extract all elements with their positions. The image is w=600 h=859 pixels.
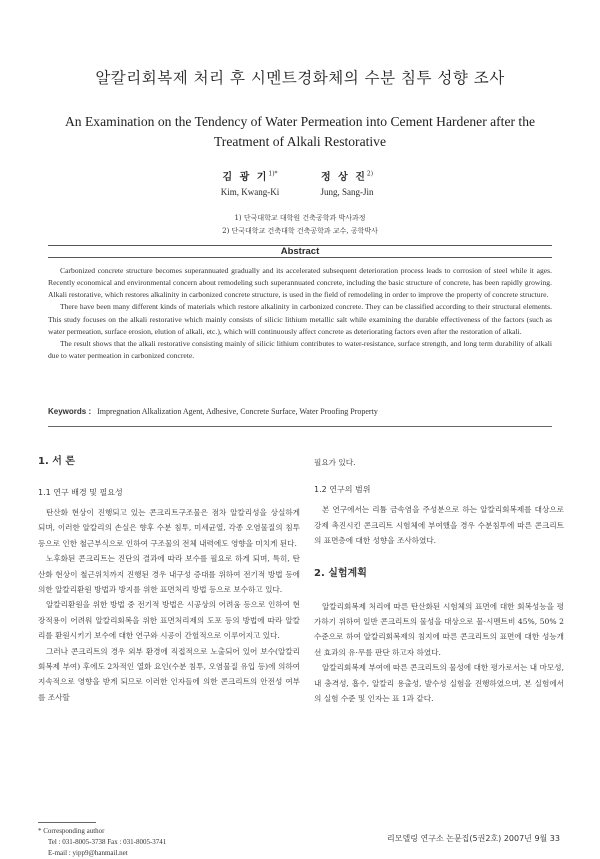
left-column bbox=[38, 455, 300, 705]
authors-block bbox=[0, 168, 600, 202]
affiliation-2: 2) 단국대학교 건축대학 건축공학과 교수, 공학박사 bbox=[222, 227, 378, 235]
section-1-heading: 1. 서 론 bbox=[38, 456, 76, 467]
body-paragraph: 노후화된 콘크리트는 진단의 결과에 따라 보수를 필요로 하게 되며, 특히, 탄산화 현상이 철근위치까지 진행된 경우 내구성 증대를 위하여 전기적 방법 등에 의한 알칼리환원 방법과 방지를 위한 표면처리 방법 등으로 보수하고 있다. bbox=[38, 554, 300, 595]
body-paragraph-continued: 필요가 있다. bbox=[314, 458, 356, 467]
keywords-line bbox=[48, 407, 552, 416]
keywords-divider bbox=[48, 426, 552, 427]
author-1-name-ko: 김 광 기 bbox=[222, 172, 269, 183]
abstract-paragraph: The result shows that the alkali restorative consisting mainly of silicic lithium contributes to water-resistance, surface strength, and long term durability of alkali due to water permeation in carbonized concrete. bbox=[48, 338, 552, 361]
author-2-mark: 2) bbox=[366, 170, 374, 178]
corresponding-author-note bbox=[38, 826, 288, 859]
section-2-heading: 2. 실험계획 bbox=[314, 567, 367, 579]
title-english: An Examination on the Tendency of Water Permeation into Cement Hardener after the Treatment of Alkali Restorative bbox=[64, 114, 536, 149]
abstract-paragraph: There have been many different kinds of materials which restore alkalinity in carbonized concrete. They can be classified according to their structural elements. This study focuses on the alkali restorative which mainly consists of silicic lithium metallic salt while examining the durable effectiveness of the factors (such as water permeation, surface erosion, elution of alkali, etc.), which will continuously affect concrete as deteriorating factors even after the restoration of alkali. bbox=[48, 302, 552, 336]
corresponding-phone: Tel : 031-8005-3738 Fax : 031-8005-3741 bbox=[48, 838, 167, 846]
abstract-body bbox=[48, 265, 552, 362]
affiliation-1: 1) 단국대학교 대학원 건축공학과 박사과정 bbox=[234, 214, 366, 222]
corresponding-label: * Corresponding author bbox=[38, 827, 105, 835]
corresponding-email: E-mail : yipp9@hanmail.net bbox=[48, 849, 128, 857]
author-2-name-ko: 정 상 진 bbox=[320, 172, 367, 183]
abstract-paragraph: Carbonized concrete structure becomes superannuated gradually and its accelerated subsequent deterioration process leads to corrosion of steel while it ages. Recently economical and environmental concern about remodeling such superannuated concrete, including the basic structure of concrete, has been rapidly growing. Alkali restorative, which restores alkalinity in carbonized concrete structure, is used in the field of remodeling in order to improve the property of concrete structure. bbox=[48, 266, 552, 300]
keywords-text: Impregnation Alkalization Agent, Adhesive, Concrete Surface, Water Proofing Property bbox=[97, 407, 378, 416]
body-paragraph: 알칼리회복제 부여에 따른 콘크리트의 물성에 대한 평가로서는 내 마모성, 내 충격성, 흡수, 알칼리 용출성, 발수성 실험을 진행하였으며, 본 실험에서의 실험 수준 및 인자는 표 1과 같다. bbox=[314, 663, 564, 704]
footnote-divider bbox=[38, 822, 96, 823]
body-paragraph: 탄산화 현상이 진행되고 있는 콘크리트구조물은 점차 알칼리성을 상실하게 되며, 이러한 알칼리의 손실은 향후 수분 침투, 미세균열, 각종 오염물질의 침투 등으로 인한 철근부식으로 인하여 구조물의 전체 내력에도 영향을 미치게 된다. bbox=[38, 508, 300, 548]
section-1-1-heading: 1.1 연구 배경 및 필요성 bbox=[38, 488, 123, 497]
body-paragraph: 그러나 콘크리트의 경우 외부 환경에 직접적으로 노출되어 있어 보수(알칼리회복제 부여) 후에도 2차적인 열화 요인(수분 침투, 오염물질 유입 등)에 의하여 지속적으로 영향을 받게 되므로 이러한 인자들에 의한 콘크리트의 안전성 여부를 조사할 bbox=[38, 646, 300, 702]
scope-paragraph: 본 연구에서는 리튬 금속염을 주성분으로 하는 알칼리회복제를 대상으로 강제 촉진시킨 콘크리트 시험체에 부여했을 경우 수분침투에 따른 콘크리트의 표면층에 대한 성향을 조사하였다. bbox=[314, 505, 564, 546]
author-1-mark: 1)* bbox=[268, 170, 278, 178]
right-column bbox=[314, 455, 564, 706]
page-footer: 리모델링 연구소 논문집(5권2호) 2007년 9월 33 bbox=[387, 834, 560, 843]
author-2-name-en: Jung, Sang-Jin bbox=[320, 187, 374, 197]
title-korean: 알칼리회복제 처리 후 시멘트경화체의 수분 침투 성향 조사 bbox=[95, 69, 505, 87]
author-1 bbox=[200, 168, 300, 197]
author-1-name-en: Kim, Kwang-Ki bbox=[220, 187, 280, 197]
body-paragraph: 알칼리환원을 위한 방법 중 전기적 방법은 시공상의 어려움 등으로 인하여 현장적용이 어려워 알칼리회복을 위한 표면처리제의 도포 등의 방법에 따라 알칼리를 환원시키기 보수에 대한 연구와 시공이 간헐적으로 이루어지고 있다. bbox=[38, 600, 300, 641]
body-paragraph: 알칼리회복제 처리에 따른 탄산화된 시험체의 표면에 대한 회복성능을 평가하기 위하여 일반 콘크리트의 물성을 대상으로 물-시멘트비 45%, 50% 2수준으로 하여 알칼리회복제의 침지에 따른 콘크리트의 표면에 대한 성능개선 효과의 유·무를 판단 하고자 하였다. bbox=[314, 601, 564, 657]
abstract-heading: Abstract bbox=[48, 245, 552, 258]
keywords-label: Keywords : bbox=[48, 407, 92, 416]
author-2 bbox=[302, 168, 392, 197]
section-1-2-heading: 1.2 연구의 범위 bbox=[314, 485, 371, 495]
